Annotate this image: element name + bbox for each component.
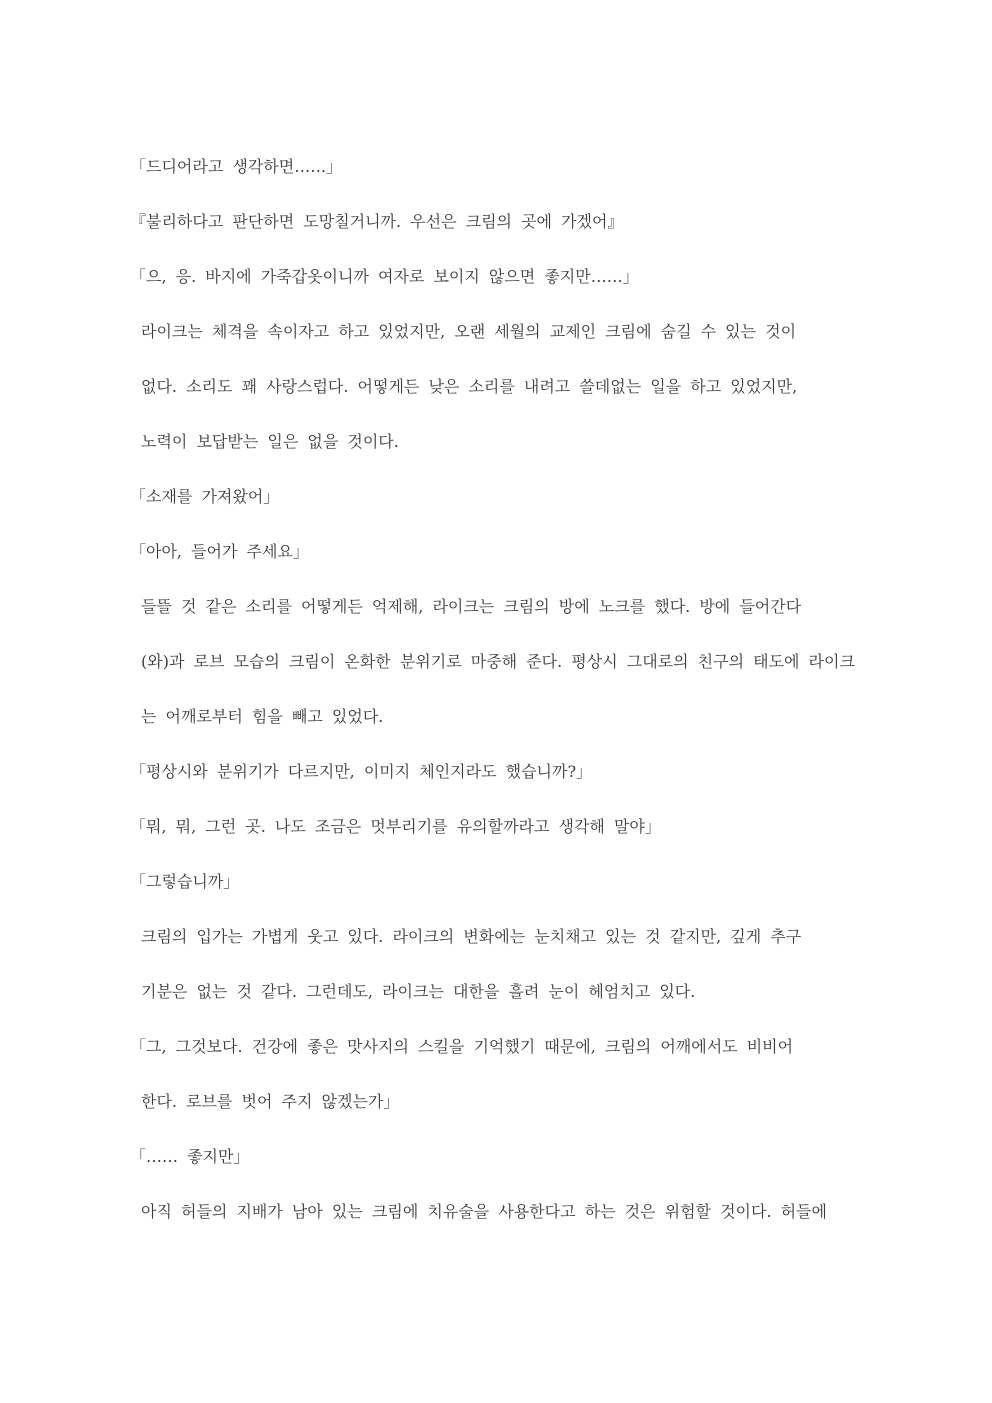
paragraph-narrative: 기분은 없는 것 같다. 그런데도, 라이크는 대한을 흘려 눈이 헤엄치고 있다. <box>141 982 696 1001</box>
paragraph-narrative: 한다. 로브를 벗어 주지 않겠는가」 <box>141 1092 400 1111</box>
paragraph-dialogue: 「…… 좋지만」 <box>130 1147 250 1166</box>
paragraph-dialogue: 「소재를 가져왔어」 <box>130 487 280 506</box>
paragraph-narrative: 들뜰 것 같은 소리를 어떻게든 억제해, 라이크는 크림의 방에 노크를 했다. 방에 들어간다 <box>141 597 802 616</box>
paragraph-dialogue: 『불리하다고 판단하면 도망칠거니까. 우선은 크림의 곳에 가겠어』 <box>130 212 624 231</box>
paragraph-dialogue: 「평상시와 분위기가 다르지만, 이미지 체인지라도 했습니까?」 <box>130 762 593 781</box>
paragraph-dialogue: 「뭐, 뭐, 그런 곳. 나도 조금은 멋부리기를 유의할까라고 생각해 말야」 <box>130 817 661 836</box>
paragraph-dialogue: 「아아, 들어가 주세요」 <box>130 542 309 561</box>
paragraph-narrative: (와)과 로브 모습의 크림이 온화한 분위기로 마중해 준다. 평상시 그대로의 친구의 태도에 라이크 <box>141 652 855 671</box>
paragraph-narrative: 라이크는 체격을 속이자고 하고 있었지만, 오랜 세월의 교제인 크림에 숨길 수 있는 것이 <box>141 322 797 341</box>
paragraph-dialogue: 「그렇습니까」 <box>130 872 240 891</box>
paragraph-narrative: 아직 허들의 지배가 남아 있는 크림에 치유술을 사용한다고 하는 것은 위험할 것이다. 허들에 <box>141 1202 827 1221</box>
paragraph-narrative: 는 어깨로부터 힘을 빼고 있었다. <box>141 707 384 726</box>
paragraph-dialogue: 「드디어라고 생각하면……」 <box>130 157 343 176</box>
paragraph-dialogue: 「으, 응. 바지에 가죽갑옷이니까 여자로 보이지 않으면 좋지만……」 <box>130 267 639 286</box>
paragraph-narrative: 크림의 입가는 가볍게 웃고 있다. 라이크의 변화에는 눈치채고 있는 것 같지만, 깊게 추구 <box>141 927 802 946</box>
paragraph-narrative: 노력이 보답받는 일은 없을 것이다. <box>141 432 399 451</box>
paragraph-narrative: 없다. 소리도 꽤 사랑스럽다. 어떻게든 낮은 소리를 내려고 쓸데없는 일을 하고 있었지만, <box>141 377 798 396</box>
paragraph-dialogue: 「그, 그것보다. 건강에 좋은 맛사지의 스킬을 기억했기 때문에, 크림의 어깨에서도 비비어 <box>130 1037 794 1056</box>
